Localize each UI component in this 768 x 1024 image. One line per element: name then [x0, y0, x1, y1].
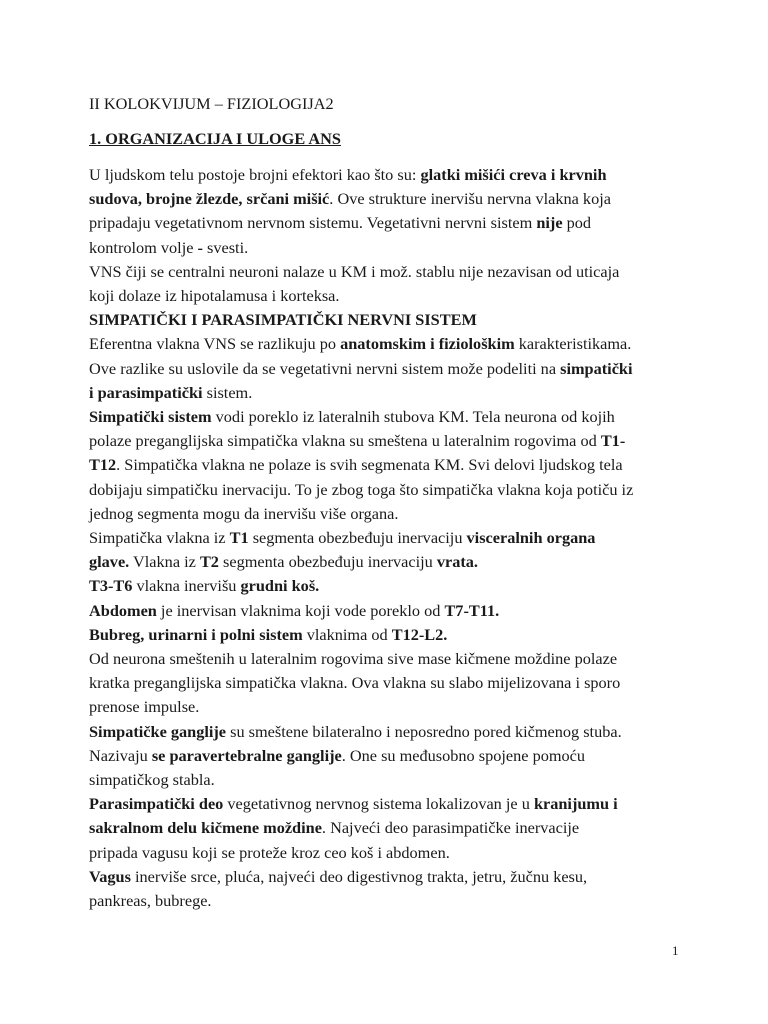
text: prenose impulse.: [89, 697, 200, 717]
text: pod: [562, 213, 592, 233]
paragraph-simpaticki-sistem: [89, 405, 709, 526]
text: Od neurona smeštenih u lateralnim rogovima sive mase kičmene moždine polaze: [89, 649, 618, 669]
text: dobijaju simpatičku inervaciju. To je zbog toga što simpatička vlakna koja potiču iz: [89, 479, 634, 499]
text: vlaknima od: [302, 624, 392, 644]
section-title: 1. ORGANIZACIJA I ULOGE ANS: [89, 129, 341, 148]
text: svesti.: [202, 237, 249, 257]
text: inerviše srce, pluća, najveći deo digestivnog trakta, jetru, žučnu kesu,: [130, 866, 588, 886]
text: Nazivaju: [89, 745, 152, 765]
text: segmenta obezbeđuju inervaciju: [218, 552, 437, 572]
bold-text: glave.: [89, 552, 130, 572]
text: Vlakna iz: [129, 552, 200, 572]
text: segmenta obezbeđuju inervaciju: [248, 528, 467, 548]
bold-text: Simpatičke ganglije: [89, 721, 227, 741]
paragraph-t3-t6: [89, 574, 709, 598]
bold-text: anatomskim i fiziološkim: [340, 334, 515, 354]
paragraph-preganglijska: [89, 647, 709, 720]
text: Simpatička vlakna iz: [89, 528, 230, 548]
bold-text: vrata.: [436, 552, 478, 572]
paragraph-t1-t2: [89, 526, 709, 574]
paragraph-efektori: [89, 163, 709, 260]
text: polaze preganglijska simpatička vlakna su smeštena u lateralnim rogovima od: [89, 431, 601, 451]
paragraph-parasimpaticki: [89, 792, 709, 865]
text: simpatičkog stabla.: [89, 770, 215, 790]
bold-text: Parasimpatički deo: [89, 794, 224, 814]
document-header: II KOLOKVIJUM – FIZIOLOGIJA2: [89, 94, 334, 113]
text: . Najveći deo parasimpatičke inervacije: [321, 818, 580, 838]
bold-text: T2: [199, 552, 219, 572]
text: kontrolom volje: [89, 237, 198, 257]
bold-text: T12-L2.: [391, 624, 448, 644]
bold-text: visceralnih organa: [466, 528, 596, 548]
bold-text: Simpatički sistem: [89, 407, 212, 427]
text: . Simpatička vlakna ne polaze is svih segmenata KM. Svi delovi ljudskog tela: [116, 455, 623, 475]
text: sistem.: [202, 382, 253, 402]
text: U ljudskom telu postoje brojni efektori kao što su:: [89, 165, 421, 184]
bold-text: T7-T11.: [444, 600, 500, 620]
paragraph-abdomen: [89, 599, 709, 623]
text: jednog segmenta mogu da inervišu više organa.: [89, 503, 399, 523]
bold-text: simpatički: [560, 358, 633, 378]
text: VNS čiji se centralni neuroni nalaze u KM i mož. stablu nije nezavisan od uticaja: [89, 261, 620, 281]
bold-text: sakralnom delu kičmene moždine: [89, 818, 322, 838]
bold-text: T1: [229, 528, 249, 548]
text: . One su međusobno spojene pomoću: [341, 745, 586, 765]
bold-text: -: [197, 237, 203, 257]
bold-text: nije: [536, 213, 563, 233]
text: Eferentna vlakna VNS se razlikuju po: [89, 334, 341, 354]
bold-text: T12: [89, 455, 117, 475]
bold-text: Abdomen: [89, 600, 157, 620]
bold-text: kranijumu i: [533, 794, 618, 814]
bold-text: Bubreg, urinarni i polni sistem: [89, 624, 303, 644]
text: vlakna inervišu: [132, 576, 241, 596]
bold-text: T3-T6: [89, 576, 133, 596]
text: koji dolaze iz hipotalamusa i korteksa.: [89, 286, 340, 306]
text: . Ove strukture inervišu nervna vlakna koja: [329, 189, 611, 209]
paragraph-eferentna: [89, 332, 709, 405]
text: vegetativnog nervnog sistema lokalizovan je u: [223, 794, 534, 814]
bold-text: T1-: [600, 431, 626, 451]
text: Ove razlike su uslovile da se vegetativni nervni sistem može podeliti na: [89, 358, 561, 378]
paragraph-ganglije: [89, 720, 709, 793]
page-number: 1: [672, 943, 679, 958]
bold-text: sudova, brojne žlezde, srčani mišić: [89, 189, 330, 209]
bold-text: grudni koš.: [240, 576, 320, 596]
bold-text: se paravertebralne ganglije: [151, 745, 342, 765]
text: su smeštene bilateralno i neposredno pored kičmenog stuba.: [226, 721, 622, 741]
section-heading-simpaticki: SIMPATIČKI I PARASIMPATIČKI NERVNI SISTEM: [89, 310, 477, 330]
text: pripadaju vegetativnom nervnom sistemu. Vegetativni nervni sistem: [89, 213, 537, 233]
text: karakteristikama.: [514, 334, 632, 354]
document-body: [89, 163, 709, 913]
text: pankreas, bubrege.: [89, 891, 212, 911]
text: je inervisan vlaknima koji vode poreklo od: [156, 600, 445, 620]
paragraph-vagus: [89, 865, 709, 913]
text: vodi poreklo iz lateralnih stubova KM. Tela neurona od kojih: [211, 407, 615, 427]
bold-text: i parasimpatički: [89, 382, 203, 402]
text: pripada vagusu koji se proteže kroz ceo koš i abdomen.: [89, 842, 450, 862]
text: kratka preganglijska simpatička vlakna. Ova vlakna su slabo mijelizovana i sporo: [89, 673, 621, 693]
paragraph-vns: [89, 260, 709, 308]
paragraph-bubreg: [89, 623, 709, 647]
bold-text: Vagus: [89, 866, 131, 886]
bold-text: glatki mišići creva i krvnih: [420, 165, 607, 184]
